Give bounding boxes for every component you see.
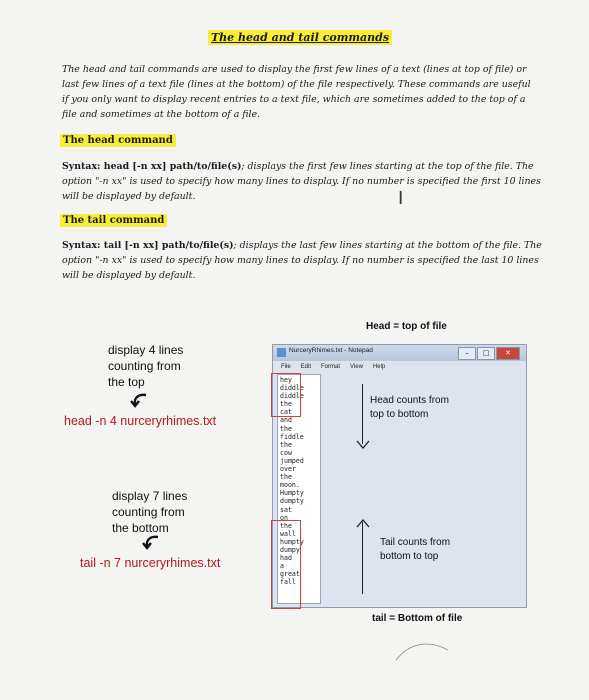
notepad-line: the [280,440,292,449]
tail-lines-box [271,520,301,609]
notepad-line: dumpty [280,497,304,506]
notepad-menu [273,361,534,373]
text-cursor-icon: Ⅰ [398,188,404,209]
display7-line1: display 7 lines [112,489,188,503]
doc-title: The head and tail commands [208,30,392,45]
notepad-line: diddle [280,392,304,401]
notepad-line: sat [280,505,292,514]
notepad-icon [277,348,286,357]
head-syntax-label: Syntax: head [-n xx] path/to/file(s) [62,161,242,172]
minimize-icon[interactable]: – [458,347,476,360]
display7-line2: counting from [112,505,185,519]
up-arrow-icon [356,518,370,528]
tail-heading: The tail command [60,214,167,227]
maximize-icon[interactable]: □ [477,347,495,360]
menu-format[interactable]: Format [321,364,341,370]
window-controls [458,347,520,358]
notepad-line: had [280,554,292,563]
head-top-label: Head = top of file [366,321,447,332]
curved-arrow-icon [128,392,150,408]
notepad-window [272,344,527,608]
notepad-line: cow [280,448,292,457]
notepad-line: diddle [280,384,304,393]
display7-label [112,488,187,536]
down-arrow-icon [356,440,370,450]
notepad-line: the [280,400,292,409]
display4-line2: counting from [108,359,181,373]
display4-line3: the top [108,375,145,389]
notepad-line: fall [280,578,296,587]
notepad-line: Humpty [280,489,304,498]
head-counts-line2: top to bottom [370,409,429,420]
tail-counts-line2: bottom to top [380,551,439,562]
pen-stroke [392,636,452,666]
head-syntax [62,159,542,204]
menu-edit[interactable]: Edit [300,364,312,370]
close-icon[interactable]: ✕ [496,347,520,360]
menu-view[interactable]: View [350,364,363,370]
notepad-line: a [280,562,284,571]
head-arrow-line [362,384,363,444]
notepad-line: the [280,473,292,482]
notepad-line: jumped [280,456,304,465]
notepad-line: great [280,570,300,579]
head-syntax-desc: ; displays the first few lines starting at the top of the file. The option "-n xx" is used to specify how many lines to display. If no number is specified the first 10 lines will be displayed by default. [62,161,541,202]
head-command: head -n 4 nurceryrhimes.txt [64,414,217,428]
notepad-line: hey [280,376,292,384]
notepad-line: on [280,513,288,522]
tail-arrow-line [362,522,363,594]
notepad-titlebar [273,345,526,361]
notepad-title: NurceryRhimes.txt - Notepad [289,347,373,354]
tail-counts-line1: Tail counts from [380,537,451,548]
notepad-line: wall [280,529,296,538]
notepad-line: dumpy [280,545,300,554]
tail-syntax [62,238,542,283]
tail-counts-label [380,536,450,564]
head-counts-line1: Head counts from [370,395,449,406]
notepad-line: the [280,424,292,433]
intro-paragraph: The head and tail commands are used to display the first few lines of a text (lines at top of file) or last few lines of a text file (lines at the bottom) of the file respectively. These commands are useful if you only want to display recent entries to a text file, which are sometimes added to the top of a file and sometimes at the bottom of a file. [62,64,531,120]
notepad-line: fiddle [280,432,304,441]
notepad-line: moon. [280,481,300,490]
tail-syntax-desc: ; displays the last few lines starting at the bottom of the file. The option "-n xx" is used to specify how many lines to display. If no number is specified the last 10 lines will be displayed by default. [62,240,542,281]
tail-syntax-label: Syntax: tail [-n xx] path/to/file(s) [62,240,234,251]
display4-label [108,342,183,390]
notepad-line: humpty [280,537,304,546]
curved-arrow-icon [140,534,162,550]
menu-file[interactable]: File [281,364,291,370]
head-counts-label [370,394,449,422]
tail-command: tail -n 7 nurceryrhimes.txt [80,556,221,570]
notepad-line: over [280,465,296,474]
notepad-line: and [280,416,292,425]
display4-line1: display 4 lines [108,343,184,357]
head-lines-box [271,373,301,417]
menu-help[interactable]: Help [372,364,386,370]
head-heading: The head command [60,134,176,147]
tail-bottom-label: tail = Bottom of file [372,613,463,624]
display7-line3: the bottom [112,521,169,535]
notepad-line: cat [280,408,292,417]
notepad-line: the [280,521,292,530]
